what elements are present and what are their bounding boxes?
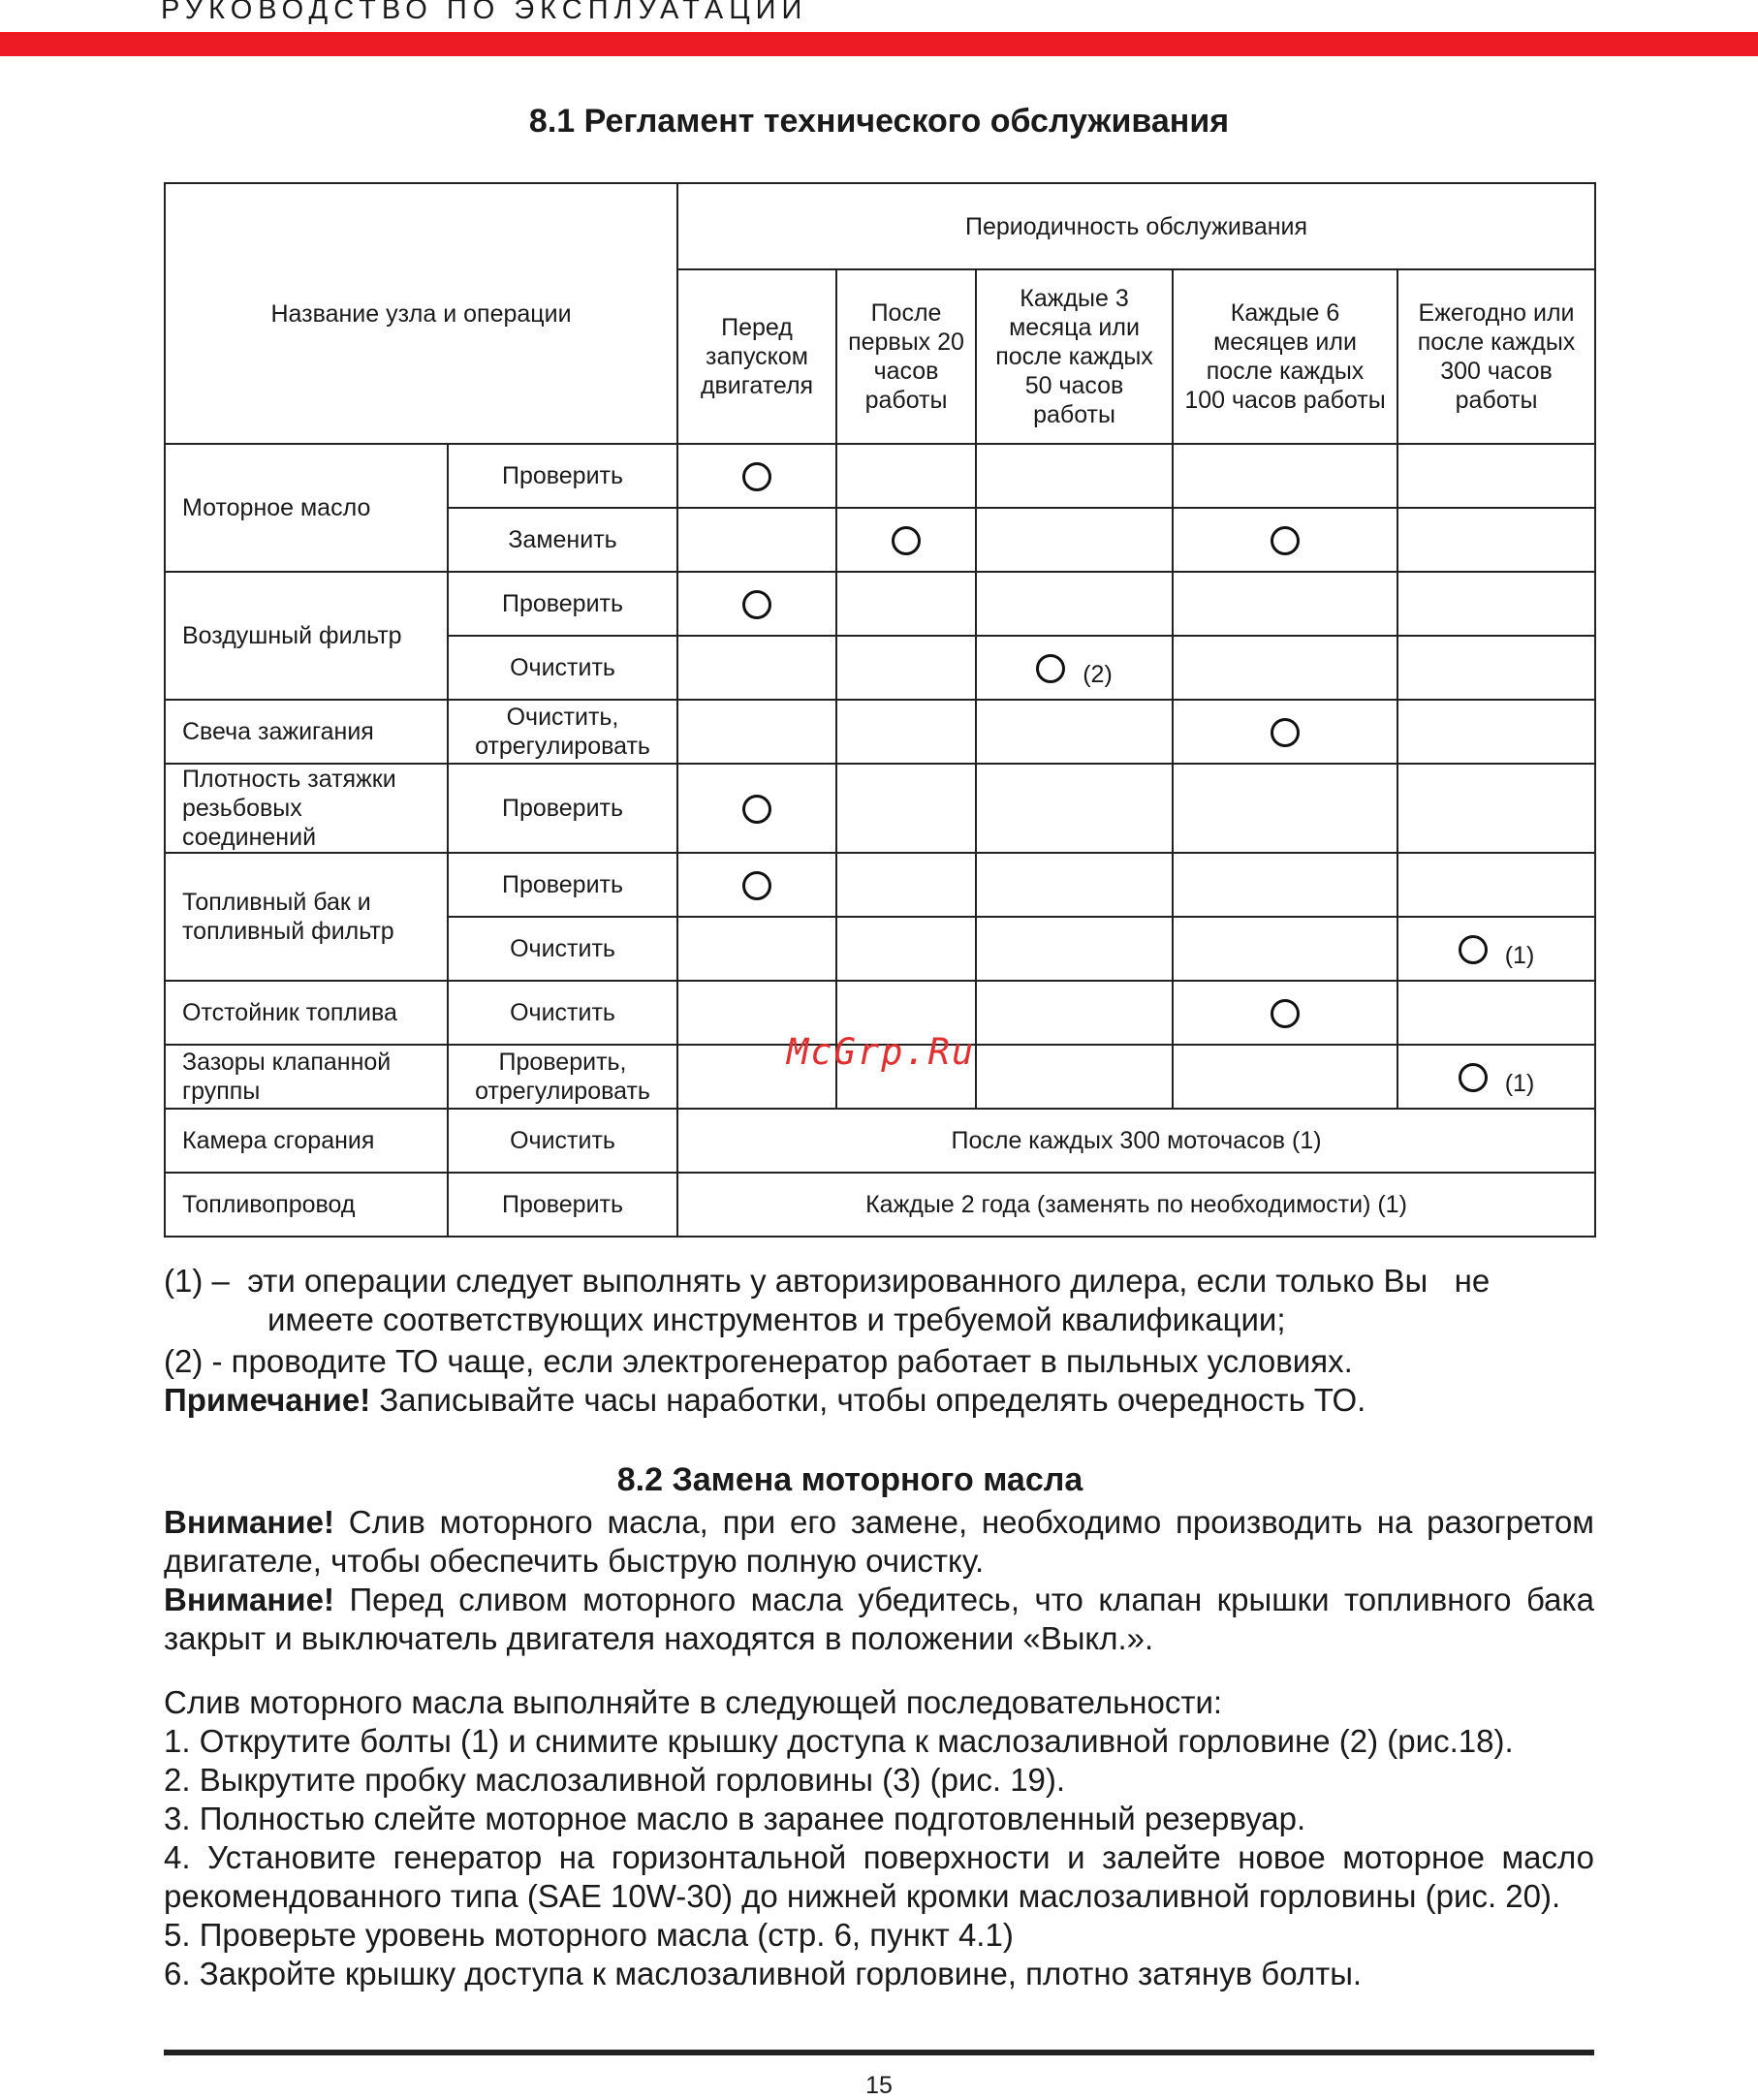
operation-cell: Очистить [448,1109,677,1173]
operation-cell: Очистить [448,636,677,700]
circle-mark-icon [742,871,771,900]
unit-fuel-line: Топливопровод [165,1173,448,1237]
procedure-step-4: 4. Установите генератор на горизонтальной поверхности и залейте новое моторное масло рекомендованного типа (SAE 10W-30) до нижней кромки маслозаливной горловины (рис. 20). [164,1839,1594,1914]
warning-label: Внимание! [164,1582,334,1617]
maintenance-schedule-table [164,182,1596,1238]
header-periodicity: Периодичность обслуживания [677,183,1595,269]
oil-change-warnings [164,1503,1594,1658]
circle-mark-icon [1459,1063,1488,1092]
operation-cell: Проверить [448,572,677,636]
unit-valve-clearance: Зазоры клапанной группы [165,1045,448,1109]
operation-cell: Проверить [448,1173,677,1237]
operation-cell: Заменить [448,508,677,572]
footnote-ref: (1) [1504,1069,1535,1097]
circle-mark-icon [1459,935,1488,964]
footnotes [164,1262,1594,1420]
footnote-ref: (1) [1504,941,1535,969]
unit-fuel-tank: Топливный бак и топливный фильтр [165,853,448,981]
unit-combustion-chamber: Камера сгорания [165,1109,448,1173]
procedure-step-5: 5. Проверьте уровень моторного масла (стр. 6, пункт 4.1) [164,1917,1014,1953]
unit-spark-plug: Свеча зажигания [165,700,448,764]
footnote-2: (2) - проводите ТО чаще, если электрогенератор работает в пыльных условиях. [164,1343,1353,1379]
warning-label: Внимание! [164,1504,334,1540]
procedure-step-6: 6. Закройте крышку доступа к маслозаливной горловине, плотно затянув болты. [164,1956,1363,1991]
period-before-start: Перед запуском двигателя [677,269,836,444]
period-yearly: Ежегодно или после каждых 300 часов работы [1397,269,1595,444]
circle-mark-icon [742,795,771,824]
circle-mark-icon [1271,718,1300,747]
header-red-bar [0,32,1758,56]
circle-mark-icon [892,526,921,555]
warning-1 [164,1503,1594,1581]
operation-cell: Очистить [448,981,677,1045]
circle-mark-icon [1271,526,1300,555]
table-row [165,853,1595,917]
operation-cell: Очистить, отрегулировать [448,700,677,764]
table-row [165,764,1595,853]
procedure-step-1: 1. Открутите болты (1) и снимите крышку доступа к маслозаливной горловине (2) (рис.18). [164,1723,1514,1759]
table-row [165,1109,1595,1173]
operation-cell: Проверить [448,853,677,917]
unit-thread-tightness: Плотность затяжки резьбовых соединений [165,764,448,853]
operation-cell: Проверить, отрегулировать [448,1045,677,1109]
oil-change-procedure [164,1683,1594,1993]
remark [164,1381,1594,1420]
procedure-step-3: 3. Полностью слейте моторное масло в заранее подготовленный резервуар. [164,1801,1306,1836]
unit-air-filter: Воздушный фильтр [165,572,448,700]
table-row [165,444,1595,508]
span-schedule-text: Каждые 2 года (заменять по необходимости) (1) [677,1173,1595,1237]
circle-mark-icon [742,590,771,619]
period-first-20h: После первых 20 часов работы [836,269,976,444]
period-6-months: Каждые 6 месяцев или после каждых 100 часов работы [1173,269,1397,444]
procedure-step-2: 2. Выкрутите пробку маслозаливной горловины (3) (рис. 19). [164,1762,1066,1798]
procedure-intro: Слив моторного масла выполняйте в следующей последовательности: [164,1684,1223,1720]
operation-cell: Проверить [448,444,677,508]
section-title-maintenance: 8.1 Регламент технического обслуживания [528,103,1230,140]
table-row [165,572,1595,636]
unit-engine-oil: Моторное масло [165,444,448,572]
footnote-1: (1) – эти операции следует выполнять у авторизированного дилера, если только Вы не [164,1263,1491,1299]
document-header: РУКОВОДСТВО ПО ЭКСПЛУАТАЦИИ [161,0,808,25]
unit-fuel-sediment: Отстойник топлива [165,981,448,1045]
span-schedule-text: После каждых 300 моточасов (1) [677,1109,1595,1173]
warning-2-text: Перед сливом моторного масла убедитесь, что клапан крышки топливного бака закрыт и выключатель двигателя находятся в положении «Выкл.». [164,1582,1594,1656]
table-row [165,1173,1595,1237]
circle-mark-icon [1271,999,1300,1028]
footnote-1-continued: имеете соответствующих инструментов и требуемой квалификации; [267,1301,1286,1337]
circle-mark-icon [742,462,771,491]
footnote-ref: (2) [1083,660,1113,688]
period-3-months: Каждые 3 месяца или после каждых 50 часов работы [976,269,1173,444]
table-row [165,700,1595,764]
remark-label: Примечание! [164,1382,371,1418]
footer-divider [164,2050,1594,2055]
warning-1-text: Слив моторного масла, при его замене, необходимо производить на разогретом двигателе, чтобы обеспечить быструю полную очистку. [164,1504,1594,1579]
watermark: McGrp.Ru [787,1031,976,1073]
section-title-oil-change: 8.2 Замена моторного масла [616,1461,1083,1498]
circle-mark-icon [1036,654,1065,683]
warning-2 [164,1581,1594,1658]
remark-text: Записывайте часы наработки, чтобы определять очередность ТО. [370,1382,1366,1418]
operation-cell: Проверить [448,764,677,853]
header-unit-operation: Название узла и операции [165,183,677,444]
page-number: 15 [865,2072,893,2099]
operation-cell: Очистить [448,917,677,981]
